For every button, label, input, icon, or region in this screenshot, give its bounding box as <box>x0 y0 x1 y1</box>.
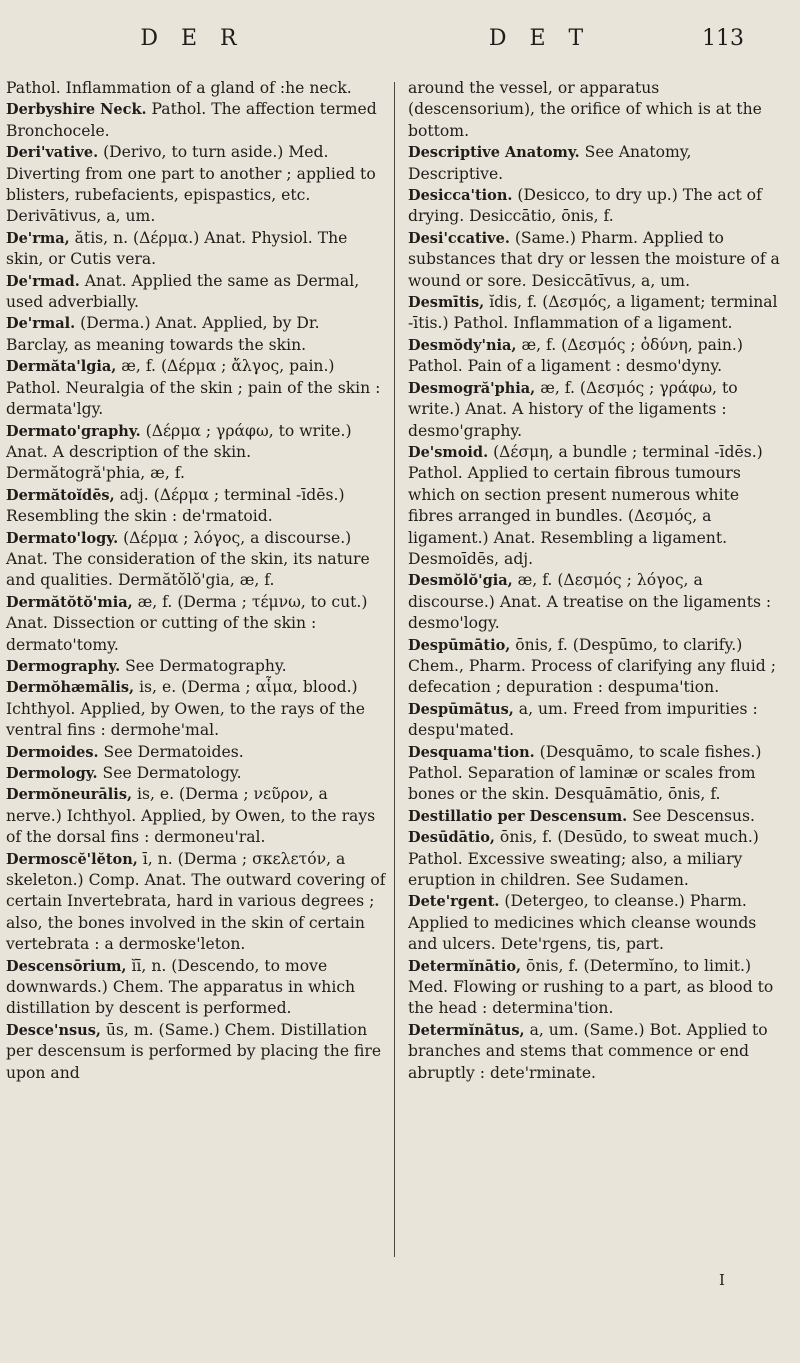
dictionary-entry <box>6 142 386 228</box>
entry-text: (Δέσμη, a bundle ; terminal -īdēs.) Pathol. Applied to certain fibrous tumours which on section present numerous white fibres arranged in bundles. (Δεσμός, a ligament.) Anat. Resembling a ligament. Desmoīdēs, adj. <box>408 442 763 568</box>
page-number: 113 <box>702 26 744 51</box>
entry-text: around the vessel, or apparatus (descensorium), the orifice of which is at the bottom. <box>408 79 762 140</box>
entry-headword: Dermoscĕ'lĕton, <box>6 850 138 868</box>
entry-text: ōnis, f. (Despūmo, to clarify.) Chem., Pharm. Process of clarifying any fluid ; defecation ; depuration : despuma'tion. <box>408 635 776 697</box>
entry-headword: Dermology. <box>6 765 98 782</box>
entry-text: (Desicco, to dry up.) The act of drying. Desiccātio, ōnis, f. <box>408 186 762 226</box>
dictionary-entry <box>6 421 386 485</box>
dictionary-entry <box>408 228 788 292</box>
dictionary-entry <box>408 956 788 1020</box>
dictionary-entry <box>6 78 386 99</box>
entry-text: æ, f. (Δεσμός ; λόγος, a discourse.) Anat. A treatise on the ligaments : desmo'logy. <box>408 571 772 633</box>
entry-headword: Despūmātus, <box>408 700 514 718</box>
entry-headword: Dermătoĭdēs, <box>6 486 115 504</box>
entry-headword: Determĭnātus, <box>408 1021 525 1039</box>
dictionary-entry <box>408 742 788 806</box>
dictionary-entry <box>408 185 788 228</box>
dictionary-entry <box>408 335 788 378</box>
entry-headword: Derbyshire Neck. <box>6 101 147 119</box>
entry-text: æ, f. (Δεσμός ; ὀδύνη, pain.) Pathol. Pain of a ligament : desmo'dyny. <box>408 335 743 376</box>
dictionary-entry <box>408 699 788 742</box>
dictionary-entry <box>6 1020 386 1084</box>
entry-text: is, e. (Derma ; αἷμα, blood.) Ichthyol. Applied, by Owen, to the rays of the ventral fins : dermohe'mal. <box>6 678 366 740</box>
entry-headword: Deri'vative. <box>6 144 99 162</box>
entry-text: æ, f. (Δέρμα ; ἄλγος, pain.) Pathol. Neuralgia of the skin ; pain of the skin : dermata'lgy. <box>6 357 381 419</box>
dictionary-entry <box>6 313 386 356</box>
entry-headword: De'rma, <box>6 229 70 247</box>
entry-headword: Dermŏhæmālis, <box>6 679 135 697</box>
dictionary-entry <box>408 635 788 699</box>
entry-headword: Desmītis, <box>408 294 485 312</box>
entry-text: Pathol. The affection termed Bronchocele. <box>6 100 377 140</box>
entry-headword: Dermoides. <box>6 743 99 761</box>
entry-text: Anat. Applied the same as Dermal, used adverbially. <box>6 271 360 312</box>
dictionary-entry <box>408 442 788 570</box>
entry-text: ĭdis, f. (Δεσμός, a ligament; terminal -ītis.) Pathol. Inflammation of a ligament. <box>408 293 778 333</box>
dictionary-entry <box>6 784 386 848</box>
entry-headword: Desquama'tion. <box>408 743 535 761</box>
running-header <box>0 26 800 66</box>
entry-text: (Same.) Pharm. Applied to substances that dry or lessen the moisture of a wound or sore. Desiccātīvus, a, um. <box>408 228 780 290</box>
dictionary-entry <box>408 1020 788 1084</box>
column-divider <box>394 82 395 1257</box>
entry-text: (Desquāmo, to scale fishes.) Pathol. Separation of laminæ or scales from bones or the skin. Desquāmātio, ōnis, f. <box>408 742 762 804</box>
dictionary-entry <box>6 528 386 592</box>
entry-text: (Δέρμα ; γράφω, to write.) Anat. A description of the skin. Dermătogră'phia, æ, f. <box>6 421 352 483</box>
left-running-head: D E R <box>140 26 245 51</box>
dictionary-entry <box>408 570 788 634</box>
entry-text: (Detergeo, to cleanse.) Pharm. Applied to medicines which cleanse wounds and ulcers. Dete'rgens, tis, part. <box>408 892 757 954</box>
entry-headword: Dermato'graphy. <box>6 422 141 440</box>
entry-headword: Desūdātio, <box>408 829 495 847</box>
dictionary-entry <box>6 677 386 741</box>
entry-text: adj. (Δέρμα ; terminal -īdēs.) Resembling the skin : de'rmatoid. <box>6 485 345 526</box>
dictionary-entry <box>6 356 386 420</box>
entry-headword: Despūmātio, <box>408 636 511 654</box>
entry-headword: Dete'rgent. <box>408 893 500 911</box>
entry-text: See Anatomy, Descriptive. <box>408 143 692 183</box>
entry-headword: Dermography. <box>6 657 121 675</box>
dictionary-entry <box>408 891 788 955</box>
entry-text: See Dermatography. <box>120 656 287 675</box>
dictionary-entry <box>6 485 386 528</box>
dictionary-entry <box>6 742 386 763</box>
entry-headword: Dermato'logy. <box>6 529 119 547</box>
dictionary-entry <box>408 378 788 442</box>
entry-headword: Desi'ccative. <box>408 229 510 247</box>
entry-text: æ, f. (Derma ; τέμνω, to cut.) Anat. Dissection or cutting of the skin : dermato'tomy. <box>6 592 368 654</box>
entry-text: ōnis, f. (Determĭno, to limit.) Med. Flowing or rushing to a part, as blood to the head : determina'tion. <box>408 956 774 1018</box>
entry-text: See Descensus. <box>627 806 756 825</box>
dictionary-entry <box>408 292 788 335</box>
dictionary-entry <box>6 763 386 784</box>
entry-headword: Desicca'tion. <box>408 187 513 205</box>
entry-text: Pathol. Inflammation of a gland of :he neck. <box>6 79 352 97</box>
entry-text: ōnis, f. (Desūdo, to sweat much.) Pathol. Excessive sweating; also, a miliary eruption in children. See Sudamen. <box>408 828 759 890</box>
entry-headword: Desce'nsus, <box>6 1021 101 1039</box>
entry-text: ī, n. (Derma ; σκελετόν, a skeleton.) Comp. Anat. The outward covering of certain Invertebrata, hard in various degrees ; also, the bones involved in the skin of certain vertebrata : a dermoske'leton. <box>6 849 386 954</box>
entry-text: is, e. (Derma ; νεῦρον, a nerve.) Ichthyol. Applied, by Owen, to the rays of the dorsal fins : dermoneu'ral. <box>6 785 376 847</box>
dictionary-entry <box>6 849 386 956</box>
entry-headword: De'smoid. <box>408 443 489 461</box>
signature-mark: I <box>719 1271 725 1289</box>
dictionary-entry <box>408 806 788 827</box>
right-column <box>408 78 788 1084</box>
entry-text: (Derma.) Anat. Applied, by Dr. Barclay, as meaning towards the skin. <box>6 314 320 354</box>
dictionary-entry <box>6 592 386 656</box>
dictionary-entry <box>6 956 386 1020</box>
entry-text: ătis, n. (Δέρμα.) Anat. Physiol. The skin, or Cutis vera. <box>6 228 348 269</box>
entry-headword: Determĭnātio, <box>408 957 522 975</box>
dictionary-entry <box>408 78 788 142</box>
entry-text: See Dermatoides. <box>98 742 244 761</box>
entry-text: (Derivo, to turn aside.) Med. Diverting from one part to another ; applied to blisters, rubefacients, epispastics, etc. Derivātivus, a, um. <box>6 143 376 226</box>
entry-headword: Dermăta'lgia, <box>6 358 117 376</box>
entry-headword: Descensōrium, <box>6 957 127 975</box>
entry-text: æ, f. (Δεσμός ; γράφω, to write.) Anat. A history of the ligaments : desmo'graphy. <box>408 378 738 440</box>
dictionary-entry <box>408 827 788 891</box>
dictionary-entry <box>6 271 386 314</box>
left-column <box>0 78 386 1084</box>
entry-headword: Desmŏlŏ'gia, <box>408 572 513 590</box>
entry-headword: De'rmal. <box>6 315 76 333</box>
dictionary-entry <box>6 656 386 677</box>
entry-headword: De'rmad. <box>6 272 80 290</box>
entry-headword: Descriptive Anatomy. <box>408 144 580 162</box>
entry-headword: Dermătŏtŏ'mia, <box>6 593 133 611</box>
right-running-head: D E T <box>488 26 592 51</box>
entry-headword: Desmŏdy'nia, <box>408 336 517 354</box>
entry-text: See Dermatology. <box>97 764 242 782</box>
entry-headword: Destillatio per Descensum. <box>408 807 628 825</box>
dictionary-entry <box>6 228 386 271</box>
entry-text: ūs, m. (Same.) Chem. Distillation per descensum is performed by placing the fire upon and <box>6 1020 382 1082</box>
entry-headword: Desmogră'phia, <box>408 379 536 397</box>
entry-text: a, um. Freed from impurities : despu'mated. <box>408 699 758 740</box>
entry-text: ĭī, n. (Descendo, to move downwards.) Chem. The apparatus in which distillation by descent is performed. <box>6 956 356 1018</box>
entry-text: a, um. (Same.) Bot. Applied to branches and stems that commence or end abruptly : dete'rminate. <box>408 1020 768 1082</box>
entry-text: (Δέρμα ; λόγος, a discourse.) Anat. The consideration of the skin, its nature and qualities. Dermătŏlŏ'gia, æ, f. <box>6 528 370 590</box>
dictionary-entry <box>408 142 788 185</box>
entry-headword: Dermŏneurālis, <box>6 786 133 804</box>
dictionary-entry <box>6 99 386 142</box>
